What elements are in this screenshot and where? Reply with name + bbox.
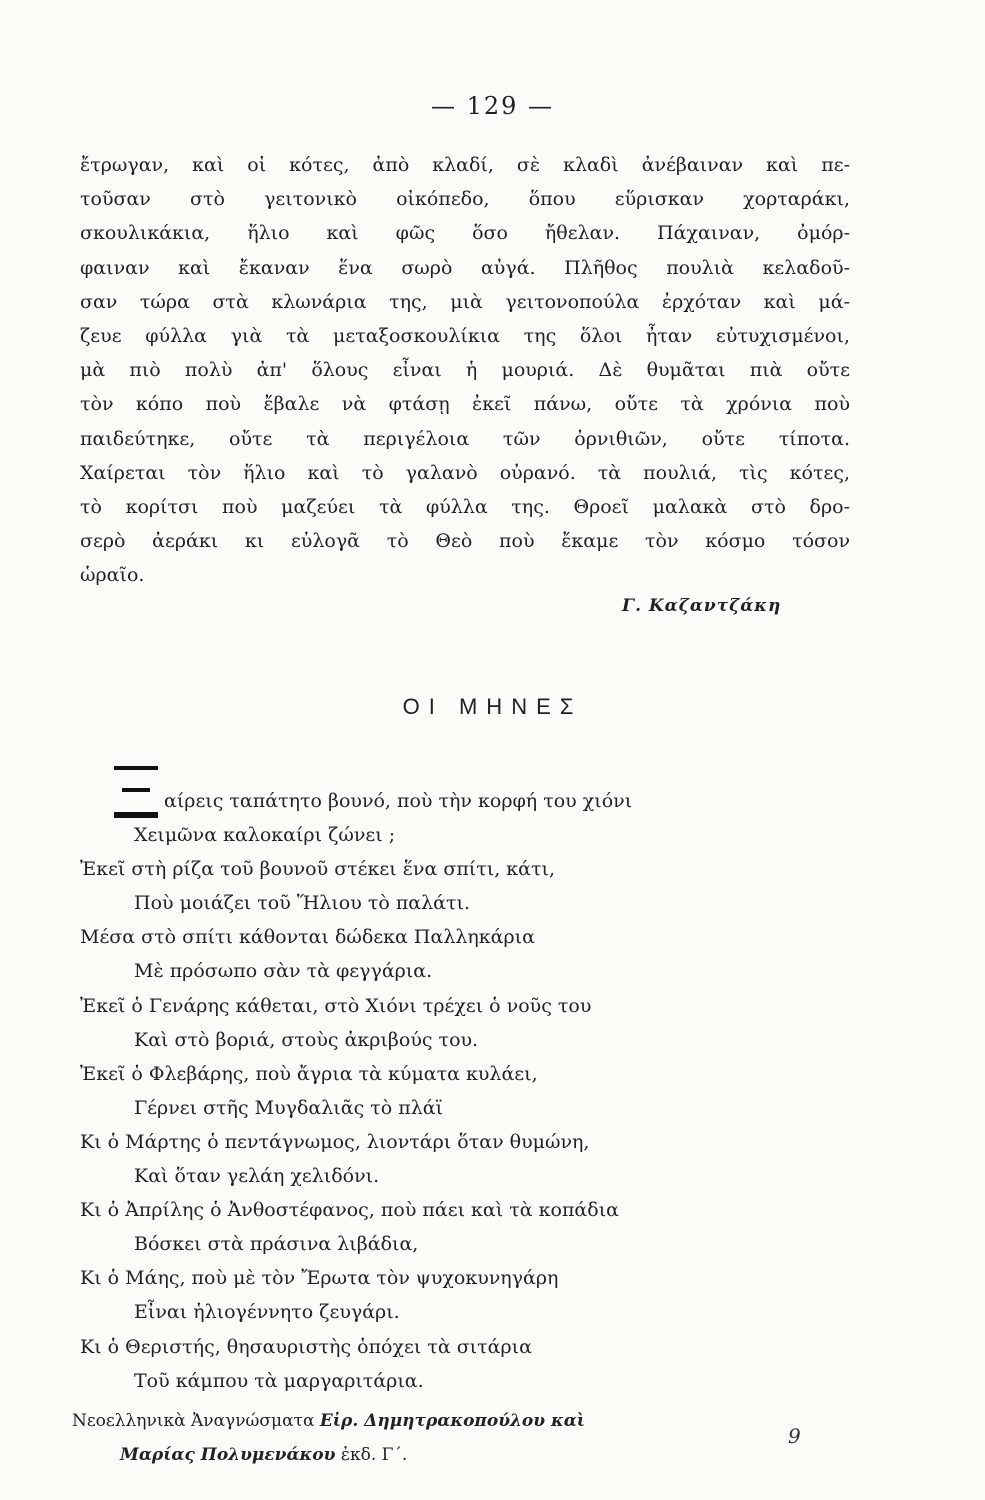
prose-line: ἔτρωγαν, καὶ οἱ κότες, ἀπὸ κλαδί, σὲ κλαδὶ ἀνέβαιναν καὶ πε-	[80, 154, 850, 176]
poem-line: Βόσκει στὰ πράσινα λιβάδια,	[134, 1233, 419, 1256]
prose-line: τὸν κόπο ποὺ ἔβαλε νὰ φτάσῃ ἐκεῖ πάνω, οὔτε τὰ χρόνια ποὺ	[80, 393, 850, 416]
poem-line: Μέσα στὸ σπίτι κάθονται δώδεκα Παλληκάρια	[80, 926, 535, 949]
prose-paragraph	[80, 148, 850, 592]
author-signature: Γ. Καζαντζάκη	[622, 596, 782, 616]
poem-line: Μὲ πρόσωπο σὰν τὰ φεγγάρια.	[134, 960, 433, 983]
citation-authors-1: Εἰρ. Δημητρακοπούλου καὶ	[319, 1411, 586, 1431]
prose-line: μὰ πιὸ πολὺ ἀπ' ὅλους εἶναι ἡ μουριά. Δὲ θυμᾶται πιὰ οὔτε	[80, 359, 850, 382]
poem-line: Κι ὁ Μάης, ποὺ μὲ τὸν Ἔρωτα τὸν ψυχοκυνηγάρη	[80, 1267, 559, 1290]
poem-line: Κι ὁ Ἀπρίλης ὁ Ἀνθοστέφανος, ποὺ πάει καὶ τὰ κοπάδια	[80, 1199, 619, 1222]
citation-line-2	[0, 1438, 985, 1472]
prose-line: Χαίρεται τὸν ἥλιο καὶ τὸ γαλανὸ οὐρανό. τὰ πουλιά, τὶς κότες,	[80, 461, 850, 484]
page-number: — 129 —	[430, 92, 555, 120]
prose-line: ζευε φύλλα γιὰ τὰ μεταξοσκουλίκια της ὅλοι ἦταν εὐτυχισμένοι,	[80, 324, 850, 347]
poem-line: Χειμῶνα καλοκαίρι ζώνει ;	[134, 824, 396, 847]
prose-line: τὸ κορίτσι ποὺ μαζεύει τὰ φύλλα της. Θροεῖ μαλακὰ στὸ δρο-	[80, 495, 850, 518]
poem-line: Κι ὁ Μάρτης ὁ πεντάγνωμος, λιοντάρι ὅταν θυμώνη,	[80, 1130, 590, 1153]
prose-line: ὡραῖο.	[80, 564, 145, 587]
poem-line: Καὶ ὅταν γελάη χελιδόνι.	[134, 1165, 380, 1188]
prose-line: φαιναν καὶ ἔκαναν ἕνα σωρὸ αὐγά. Πλῆθος πουλιὰ κελαδοῦ-	[80, 256, 850, 279]
prose-line: παιδεύτηκε, οὔτε τὰ περιγέλοια τῶν ὀρνιθιῶν, οὔτε τίποτα.	[80, 427, 850, 450]
poem-line: αίρεις ταπάτητο βουνό, ποὺ τὴν κορφή του χιόνι	[164, 790, 633, 812]
poem-line: Τοῦ κάμπου τὰ μαργαριτάρια.	[134, 1369, 424, 1392]
citation-edition: ἐκδ. Γ΄.	[340, 1445, 408, 1465]
poem-stanza	[80, 784, 800, 1398]
poem-line: Ποὺ μοιάζει τοῦ Ἥλιου τὸ παλάτι.	[134, 892, 471, 915]
prose-line: τοῦσαν στὸ γειτονικὸ οἰκόπεδο, ὅπου εὕρισκαν χορταράκι,	[80, 188, 850, 211]
source-citation	[0, 1404, 985, 1472]
prose-line: σαν τώρα στὰ κλωνάρια της, μιὰ γειτονοπούλα ἐρχόταν καὶ μά-	[80, 290, 850, 313]
printer-signature-mark: 9	[788, 1424, 801, 1448]
prose-line: σκουλικάκια, ἥλιο καὶ φῶς ὅσο ἤθελαν. Πάχαιναν, ὀμόρ-	[80, 222, 850, 245]
poem-line: Καὶ στὸ βοριά, στοὺς ἀκριβούς του.	[134, 1028, 479, 1051]
poem-line: Γέρνει στῆς Μυγδαλιᾶς τὸ πλάϊ	[134, 1096, 444, 1119]
citation-authors-2: Μαρίας Πολυμενάκου	[120, 1445, 336, 1465]
poem-line: Ἐκεῖ ὁ Φλεβάρης, ποὺ ἄγρια τὰ κύματα κυλάει,	[80, 1062, 538, 1085]
poem-line: Ἐκεῖ ὁ Γενάρης κάθεται, στὸ Χιόνι τρέχει ὁ νοῦς του	[80, 994, 592, 1017]
poem-line: Ἐκεῖ στὴ ρίζα τοῦ βουνοῦ στέκει ἕνα σπίτι, κάτι,	[80, 858, 555, 881]
poem-line: Εἶναι ἡλιογέννητο ζευγάρι.	[134, 1301, 400, 1324]
citation-title: Νεοελληνικὰ Ἀναγνώσματα	[72, 1411, 315, 1431]
poem-title: ΟΙ ΜΗΝΕΣ	[402, 694, 583, 719]
prose-line: σερὸ ἀεράκι κι εὐλογᾶ τὸ Θεὸ ποὺ ἔκαμε τὸν κόσμο τόσον	[80, 530, 850, 553]
citation-line-1	[0, 1404, 985, 1438]
poem-line: Κι ὁ Θεριστής, θησαυριστὴς ὁπόχει τὰ σιτάρια	[80, 1335, 532, 1358]
